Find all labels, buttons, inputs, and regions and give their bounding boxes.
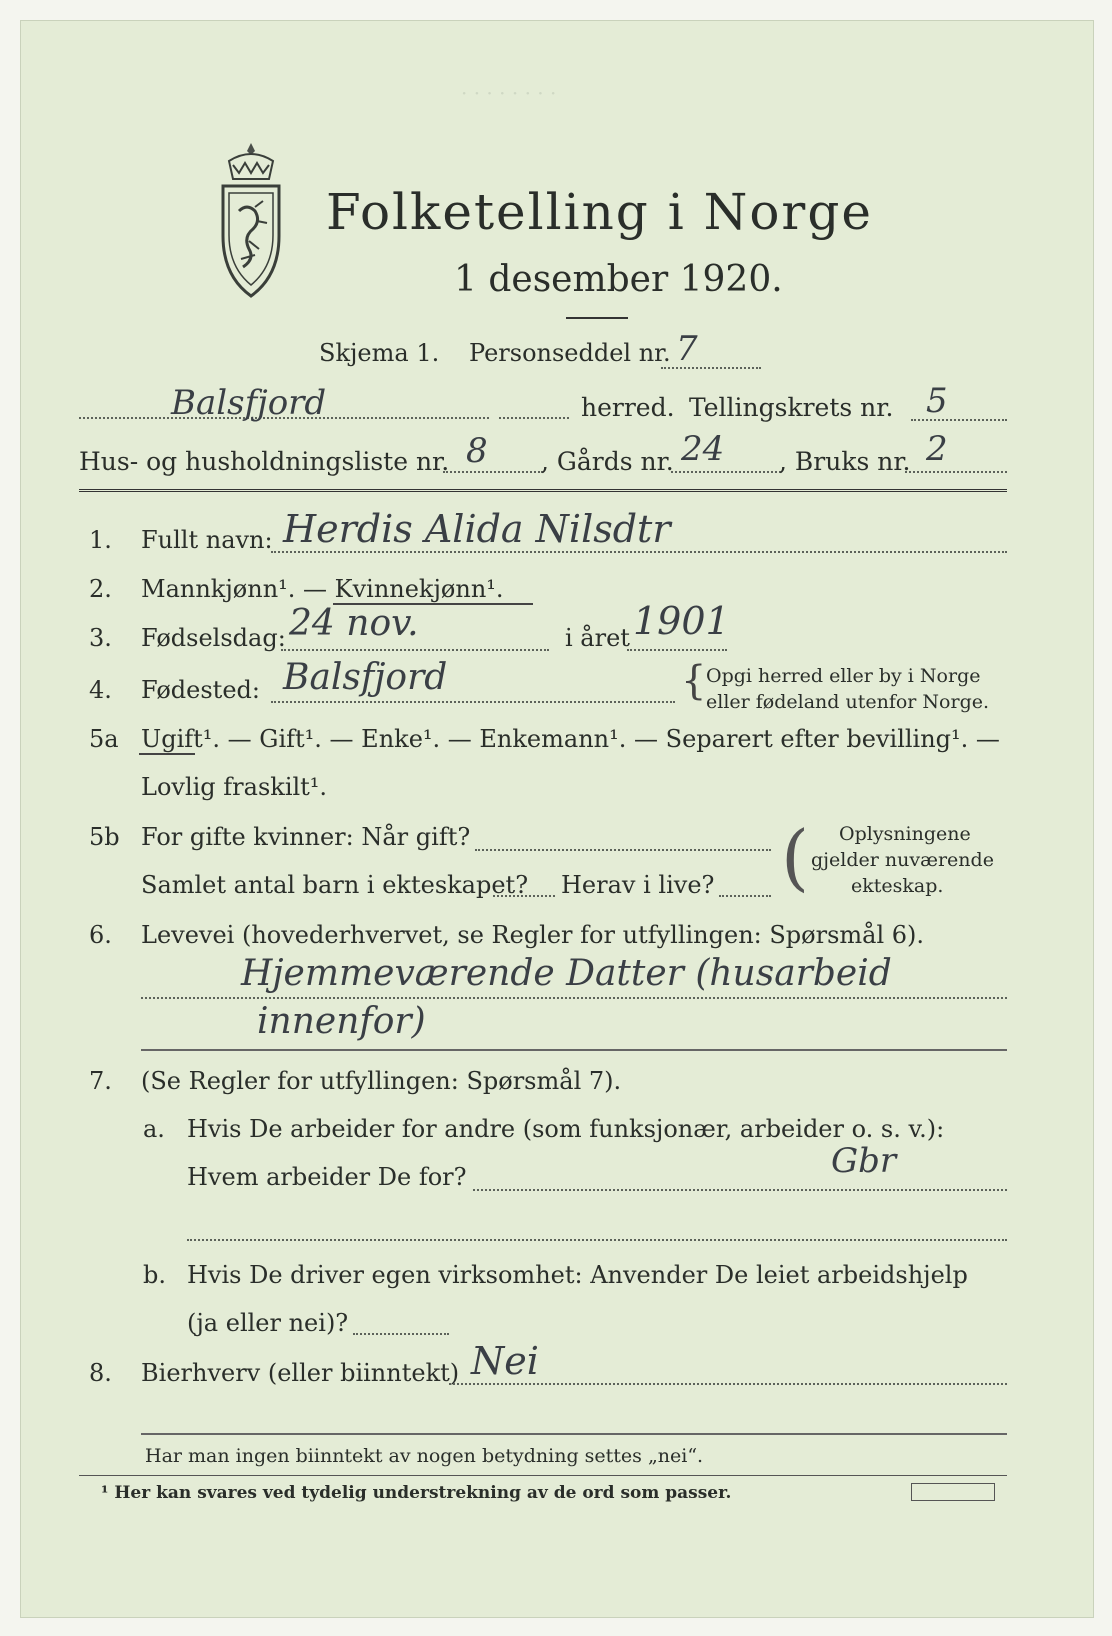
q5b-label-1: For gifte kvinner: Når gift? — [141, 823, 471, 851]
gards-value: 24 — [681, 429, 725, 469]
q6-field-1[interactable] — [141, 997, 1007, 999]
bruks-field[interactable] — [905, 471, 1007, 473]
q5b-note-3: ekteskap. — [851, 875, 944, 897]
q4-number: 4. — [89, 676, 112, 704]
q8-value: Nei — [471, 1339, 539, 1383]
q6-field-2 — [141, 1049, 1007, 1051]
q7a-field-2[interactable] — [187, 1239, 1007, 1241]
q6-answer-1: Hjemmeværende Datter (husarbeid — [241, 953, 892, 994]
q7b-field[interactable] — [353, 1333, 449, 1335]
q5b-note-1: Oplysningene — [839, 823, 971, 845]
q5b-children-field[interactable] — [493, 895, 555, 897]
q8-field-2 — [141, 1433, 1007, 1435]
q7a-letter: a. — [143, 1115, 165, 1143]
section-divider — [79, 489, 1007, 492]
q5a-label-1: Ugift¹. — Gift¹. — Enke¹. — Enkemann¹. — Separert efter bevilling¹. — — [141, 725, 1000, 753]
q7a-field[interactable] — [473, 1189, 1007, 1191]
q7-label: (Se Regler for utfyllingen: Spørsmål 7). — [141, 1067, 622, 1095]
q5b-number: 5b — [89, 823, 120, 851]
hus-field[interactable] — [443, 471, 543, 473]
census-form — [20, 20, 1094, 1618]
q1-label: Fullt navn: — [141, 526, 273, 554]
norway-coat-of-arms-icon — [211, 141, 291, 305]
q4-note-1: Opgi herred eller by i Norge — [706, 665, 981, 687]
q1-number: 1. — [89, 526, 112, 554]
skjema-label: Skjema 1. — [319, 339, 440, 367]
census-date: 1 desember 1920. — [454, 259, 783, 300]
q4-value: Balsfjord — [283, 657, 448, 698]
q7a-value: Gbr — [831, 1141, 897, 1181]
q4-field[interactable] — [271, 701, 675, 703]
q2-number: 2. — [89, 575, 112, 603]
q3-year-field[interactable] — [627, 649, 727, 651]
q5b-label-2a: Samlet antal barn i ekteskapet? — [141, 871, 529, 899]
bleed-through-text: · · · · · · · · — [461, 81, 557, 105]
hus-value: 8 — [466, 431, 488, 471]
q4-note-2: eller fødeland utenfor Norge. — [706, 691, 990, 713]
q8-label: Bierhverv (eller biinntekt) — [141, 1359, 460, 1387]
q5b-bracket: ( — [781, 815, 810, 899]
q5b-label-2b: Herav i live? — [561, 871, 715, 899]
printer-stamp — [911, 1483, 995, 1501]
q8-field[interactable] — [449, 1383, 1007, 1385]
q7b-letter: b. — [143, 1261, 166, 1289]
hus-label: Hus- og husholdningsliste nr. — [79, 447, 450, 476]
q4-brace: { — [681, 658, 707, 704]
tellingskrets-label: Tellingskrets nr. — [689, 393, 894, 422]
q3-value: 24 nov. — [289, 603, 419, 644]
gards-label: , Gårds nr. — [541, 447, 674, 476]
q5a-number: 5a — [89, 725, 119, 753]
q6-label: Levevei (hovederhvervet, se Regler for utfyllingen: Spørsmål 6). — [141, 921, 925, 949]
gards-field[interactable] — [671, 471, 781, 473]
q5a-underline — [139, 753, 195, 755]
q7b-line-2: (ja eller nei)? — [187, 1309, 349, 1337]
q4-label: Fødested: — [141, 676, 260, 704]
q7b-line-1: Hvis De driver egen virksomhet: Anvender De leiet arbeidshjelp — [187, 1261, 968, 1289]
q2-label: Mannkjønn¹. — Kvinnekjønn¹. — [141, 575, 504, 603]
bruks-label: , Bruks nr. — [779, 447, 911, 476]
q3-field[interactable] — [281, 649, 549, 651]
tellingskrets-value: 5 — [926, 381, 948, 421]
herred-label: herred. — [581, 393, 675, 422]
footnote: ¹ Her kan svares ved tydelig understrekning av de ord som passer. — [101, 1483, 732, 1503]
q7a-line-1: Hvis De arbeider for andre (som funksjonær, arbeider o. s. v.): — [187, 1115, 945, 1143]
personseddel-value: 7 — [676, 329, 698, 369]
q5b-when-field[interactable] — [475, 849, 771, 851]
q6-number: 6. — [89, 921, 112, 949]
q5b-alive-field[interactable] — [719, 895, 771, 897]
q8-number: 8. — [89, 1359, 112, 1387]
q3-label: Fødselsdag: — [141, 624, 286, 652]
q5b-note-2: gjelder nuværende — [811, 849, 994, 871]
q3-year-label: i året — [565, 624, 630, 652]
q1-value: Herdis Alida Nilsdtr — [283, 507, 671, 551]
q7a-line-2: Hvem arbeider De for? — [187, 1163, 467, 1191]
footer-note: Har man ingen biinntekt av nogen betydning settes „nei“. — [145, 1445, 704, 1467]
q1-field[interactable] — [271, 551, 1007, 553]
title-divider — [566, 317, 628, 319]
footnote-divider — [79, 1475, 1007, 1476]
herred-field-2[interactable] — [499, 417, 569, 419]
q7-number: 7. — [89, 1067, 112, 1095]
q5a-label-2: Lovlig fraskilt¹. — [141, 773, 328, 801]
q3-year-value: 1901 — [633, 599, 730, 643]
q6-answer-2: innenfor) — [257, 1001, 426, 1042]
form-title: Folketelling i Norge — [326, 183, 873, 241]
personseddel-label: Personseddel nr. — [469, 339, 671, 367]
q3-number: 3. — [89, 624, 112, 652]
bruks-value: 2 — [926, 429, 948, 469]
herred-value: Balsfjord — [171, 383, 327, 423]
